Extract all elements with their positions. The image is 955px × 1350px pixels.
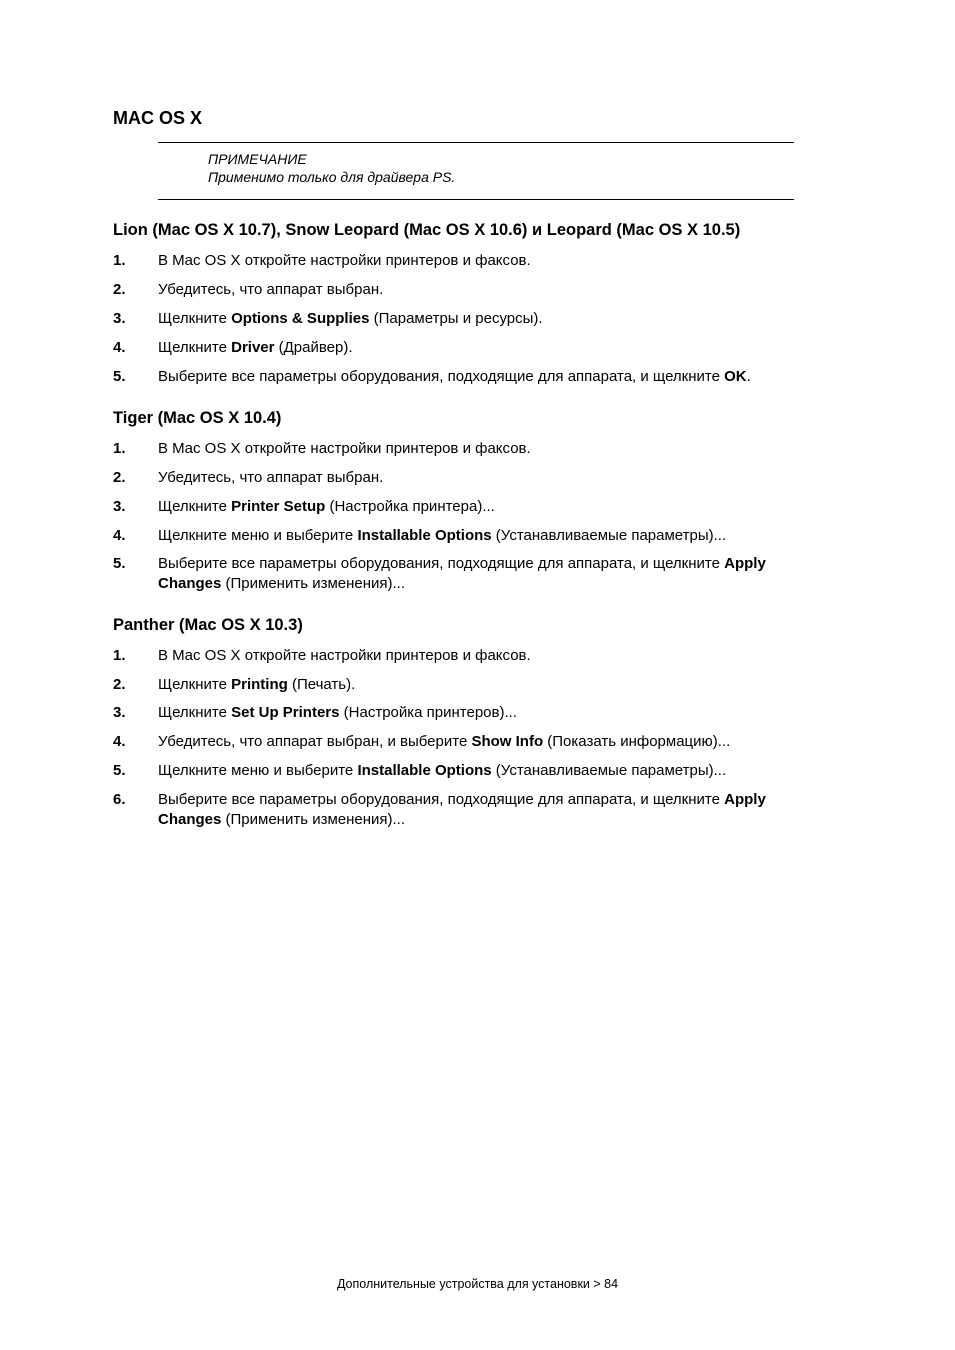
step-text: В Mac OS X откройте настройки принтеров и факсов. bbox=[158, 440, 531, 457]
ui-term: Apply Changes bbox=[158, 791, 766, 828]
section-heading-panther: Panther (Mac OS X 10.3) bbox=[113, 616, 303, 634]
step-text: Убедитесь, что аппарат выбран. bbox=[158, 469, 384, 486]
ui-term: Printer Setup bbox=[231, 498, 326, 515]
step-number: 2. bbox=[113, 676, 126, 693]
ui-term: Printing bbox=[231, 676, 288, 693]
step-number: 5. bbox=[113, 368, 126, 385]
note-heading: ПРИМЕЧАНИЕ bbox=[208, 151, 307, 167]
step-text: Щелкните Set Up Printers (Настройка принтеров)... bbox=[158, 704, 517, 721]
step-text: Щелкните меню и выберите Installable Options (Устанавливаемые параметры)... bbox=[158, 527, 727, 544]
ui-term: Driver bbox=[231, 339, 275, 356]
step-text: Щелкните Printer Setup (Настройка принтера)... bbox=[158, 498, 495, 515]
step-number: 4. bbox=[113, 339, 126, 356]
page-footer: Дополнительные устройства для установки > 84 bbox=[336, 1277, 619, 1291]
step-number: 1. bbox=[113, 252, 126, 269]
step-number: 3. bbox=[113, 310, 126, 327]
section-heading-tiger: Tiger (Mac OS X 10.4) bbox=[113, 409, 282, 427]
section-heading-lion: Lion (Mac OS X 10.7), Snow Leopard (Mac OS X 10.6) и Leopard (Mac OS X 10.5) bbox=[113, 221, 741, 239]
step-text: В Mac OS X откройте настройки принтеров и факсов. bbox=[158, 252, 531, 269]
step-text: Выберите все параметры оборудования, подходящие для аппарата, и щелкните Apply Changes (Применить изменения)... bbox=[158, 555, 766, 592]
step-number: 4. bbox=[113, 733, 126, 750]
ui-term: Show Info bbox=[471, 733, 544, 750]
note-text: Применимо только для драйвера PS. bbox=[208, 169, 456, 185]
step-number: 2. bbox=[113, 281, 126, 298]
step-text: Щелкните Options & Supplies (Параметры и ресурсы). bbox=[158, 310, 543, 327]
ui-term: OK bbox=[724, 368, 747, 385]
step-text: Выберите все параметры оборудования, подходящие для аппарата, и щелкните OK. bbox=[158, 368, 751, 385]
step-text: Убедитесь, что аппарат выбран, и выберите Show Info (Показать информацию)... bbox=[158, 733, 731, 750]
step-text: В Mac OS X откройте настройки принтеров и факсов. bbox=[158, 647, 531, 664]
ui-term: Installable Options bbox=[357, 527, 492, 544]
step-text: Щелкните Driver (Драйвер). bbox=[158, 339, 353, 356]
step-number: 4. bbox=[113, 527, 126, 544]
step-number: 1. bbox=[113, 440, 126, 457]
step-text: Щелкните Printing (Печать). bbox=[158, 676, 356, 693]
step-number: 3. bbox=[113, 498, 126, 515]
step-number: 6. bbox=[113, 791, 126, 808]
step-text: Выберите все параметры оборудования, подходящие для аппарата, и щелкните Apply Changes (Применить изменения)... bbox=[158, 791, 766, 828]
step-number: 3. bbox=[113, 704, 126, 721]
step-text: Убедитесь, что аппарат выбран. bbox=[158, 281, 384, 298]
step-number: 1. bbox=[113, 647, 126, 664]
step-number: 2. bbox=[113, 469, 126, 486]
step-number: 5. bbox=[113, 762, 126, 779]
ui-term: Options & Supplies bbox=[231, 310, 370, 327]
step-text: Щелкните меню и выберите Installable Options (Устанавливаемые параметры)... bbox=[158, 762, 727, 779]
ui-term: Set Up Printers bbox=[231, 704, 340, 721]
ui-term: Apply Changes bbox=[158, 555, 766, 592]
ui-term: Installable Options bbox=[357, 762, 492, 779]
step-number: 5. bbox=[113, 555, 126, 572]
note-box bbox=[158, 142, 794, 200]
page-title: MAC OS X bbox=[113, 108, 203, 128]
